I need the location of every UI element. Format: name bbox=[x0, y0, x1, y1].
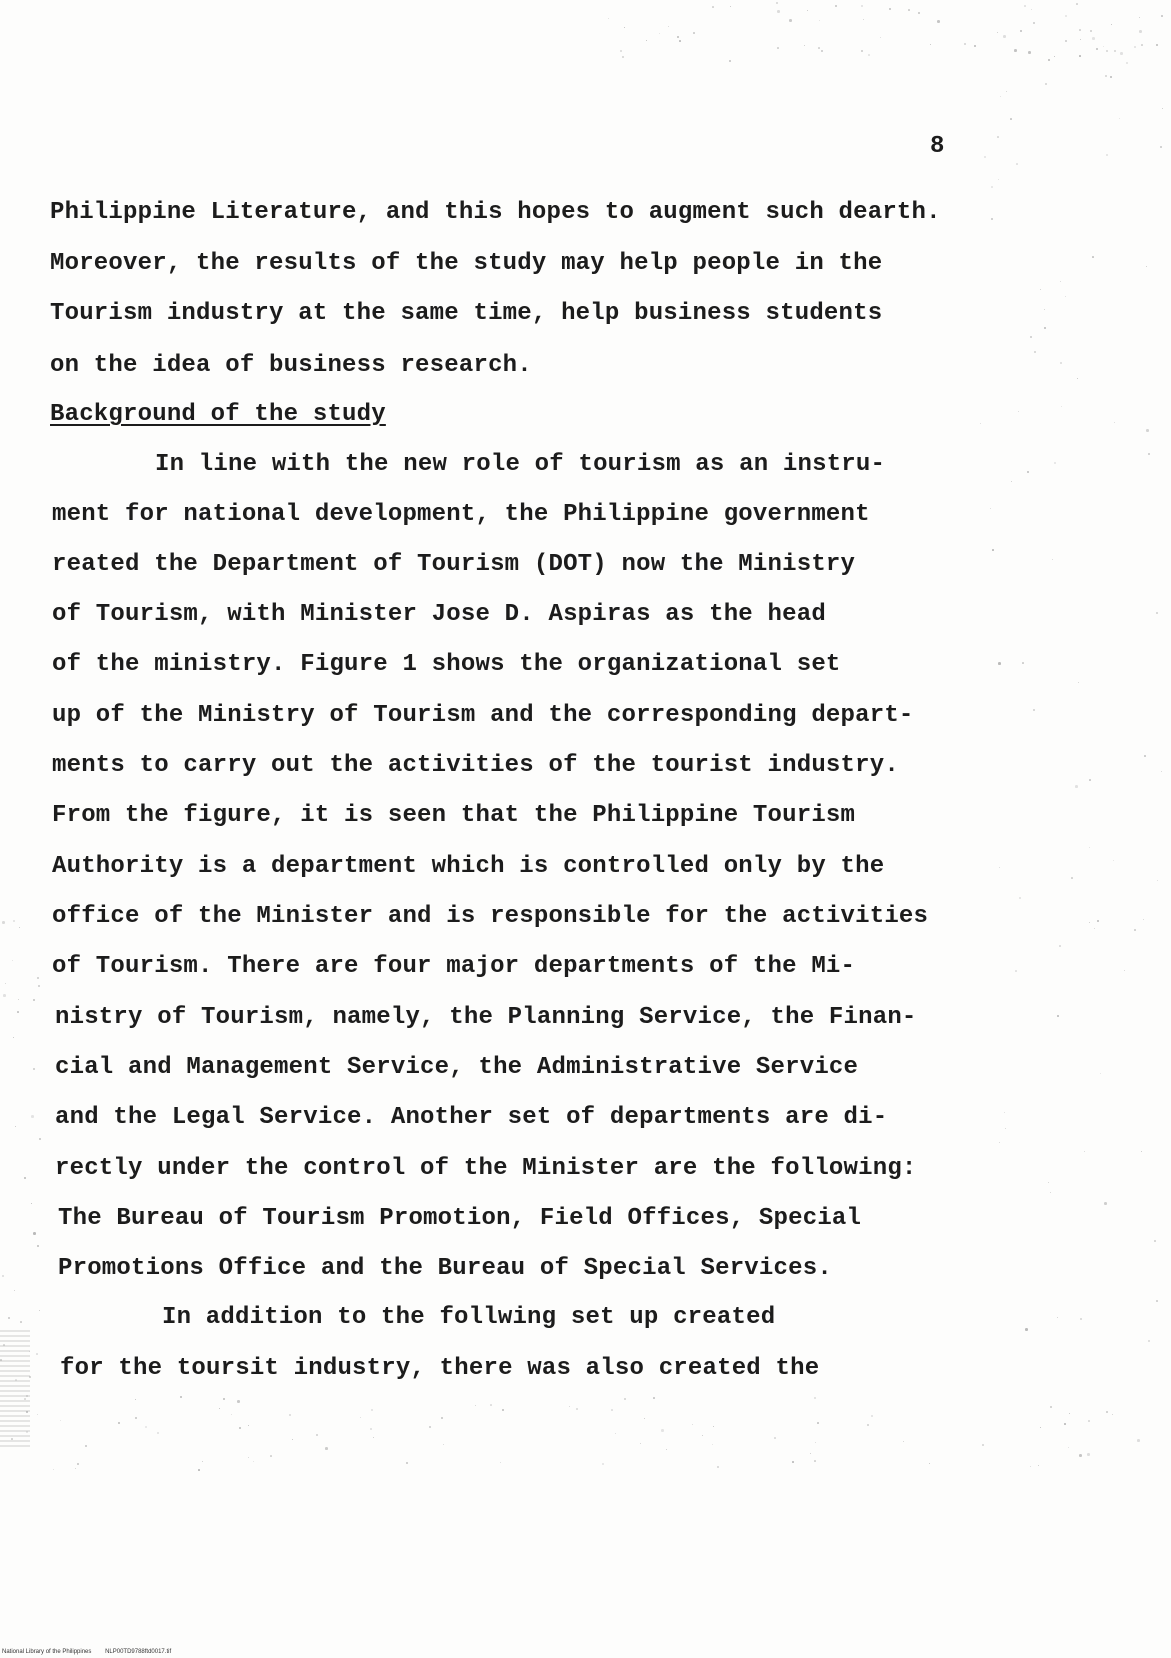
scan-speckle bbox=[31, 1115, 34, 1118]
scan-speckle bbox=[1124, 970, 1125, 971]
scan-speckle bbox=[818, 47, 820, 49]
text-line: The Bureau of Tourism Promotion, Field Offices, Special bbox=[58, 1205, 862, 1232]
scan-speckle bbox=[1146, 266, 1147, 267]
scan-speckle bbox=[37, 977, 39, 979]
scan-speckle bbox=[713, 1426, 714, 1427]
scan-speckle bbox=[1061, 406, 1062, 407]
scan-speckle bbox=[1090, 30, 1092, 32]
text-line: reated the Department of Tourism (DOT) now the Ministry bbox=[52, 551, 856, 578]
scan-speckle bbox=[2, 1275, 4, 1277]
scan-speckle bbox=[908, 9, 910, 11]
scan-speckle bbox=[24, 1398, 26, 1400]
scan-speckle bbox=[248, 1425, 249, 1426]
scan-speckle bbox=[624, 27, 625, 28]
scan-speckle bbox=[863, 19, 864, 20]
scan-speckle bbox=[730, 6, 731, 7]
scan-speckle bbox=[231, 1414, 232, 1415]
scan-speckle bbox=[371, 1409, 373, 1411]
scan-speckle bbox=[644, 1418, 645, 1419]
scan-speckle bbox=[777, 47, 779, 49]
scan-speckle bbox=[804, 45, 805, 46]
scan-speckle bbox=[180, 1396, 182, 1398]
scan-speckle bbox=[1141, 44, 1143, 46]
scan-speckle bbox=[1024, 5, 1026, 7]
scan-speckle bbox=[1050, 1192, 1051, 1193]
scan-speckle bbox=[1097, 920, 1099, 922]
scan-speckle bbox=[861, 50, 863, 52]
scan-speckle bbox=[20, 1321, 22, 1323]
scan-speckle bbox=[1060, 281, 1061, 282]
scan-speckle bbox=[1048, 1182, 1049, 1183]
scan-speckle bbox=[2, 921, 5, 924]
scan-speckle bbox=[3, 994, 6, 997]
scan-speckle bbox=[60, 1420, 61, 1421]
footer-library: National Library of the Philippines bbox=[2, 1649, 92, 1655]
scan-speckle bbox=[659, 33, 660, 34]
scan-speckle bbox=[1120, 52, 1123, 55]
scan-speckle bbox=[33, 1068, 35, 1070]
scan-speckle bbox=[18, 999, 19, 1000]
scan-speckle bbox=[679, 40, 681, 42]
scan-speckle bbox=[1038, 1465, 1039, 1466]
scan-speckle bbox=[998, 179, 999, 180]
page-number: 8 bbox=[930, 133, 945, 160]
text-line: Philippine Literature, and this hopes to augment such dearth. bbox=[50, 199, 941, 226]
scan-speckle bbox=[441, 1417, 443, 1419]
scan-speckle bbox=[1033, 709, 1035, 711]
scan-speckle bbox=[12, 960, 13, 961]
scan-speckle bbox=[789, 19, 792, 22]
scan-speckle bbox=[1111, 24, 1112, 25]
scan-speckle bbox=[1027, 471, 1029, 473]
scan-speckle bbox=[373, 1437, 374, 1438]
scan-speckle bbox=[75, 1468, 76, 1469]
scan-speckle bbox=[1022, 662, 1024, 664]
scan-speckle bbox=[997, 136, 999, 138]
scan-speckle bbox=[611, 1409, 613, 1411]
scan-speckle bbox=[1092, 37, 1095, 40]
scan-speckle bbox=[1126, 62, 1128, 64]
scan-speckle bbox=[1028, 51, 1031, 54]
scan-speckle bbox=[13, 920, 15, 922]
scan-speckle bbox=[1089, 847, 1090, 848]
scan-speckle bbox=[992, 549, 994, 551]
scan-speckle bbox=[14, 1290, 15, 1291]
scan-speckle bbox=[1114, 422, 1115, 423]
scan-speckle bbox=[1106, 50, 1108, 52]
scan-speckle bbox=[815, 1442, 816, 1443]
scan-speckle bbox=[1065, 15, 1067, 17]
scan-speckle bbox=[253, 1461, 254, 1462]
scan-speckle bbox=[984, 156, 986, 158]
scan-speckle bbox=[1079, 1454, 1082, 1457]
text-line: From the figure, it is seen that the Philippine Tourism bbox=[52, 802, 856, 829]
scan-speckle bbox=[1137, 1439, 1140, 1442]
scan-speckle bbox=[202, 1461, 203, 1462]
text-line: rectly under the control of the Minister are the following: bbox=[55, 1155, 917, 1182]
scan-speckle bbox=[712, 1444, 713, 1445]
scan-speckle bbox=[576, 1408, 578, 1410]
scan-speckle bbox=[1148, 1340, 1150, 1342]
scan-speckle bbox=[24, 1177, 26, 1179]
scan-speckle bbox=[810, 1453, 811, 1454]
scan-speckle bbox=[569, 1406, 570, 1407]
scan-speckle bbox=[1139, 17, 1140, 18]
scan-speckle bbox=[1096, 48, 1098, 50]
scan-speckle bbox=[1000, 96, 1001, 97]
scan-speckle bbox=[999, 867, 1000, 868]
scan-speckle bbox=[1104, 1202, 1107, 1205]
scan-speckle bbox=[13, 1037, 14, 1038]
scan-speckle bbox=[1105, 75, 1107, 77]
scan-speckle bbox=[15, 1379, 17, 1381]
scan-speckle bbox=[990, 508, 991, 509]
scan-speckle bbox=[1020, 30, 1022, 32]
scan-speckle bbox=[39, 1310, 40, 1311]
scan-speckle bbox=[999, 1142, 1000, 1143]
text-line: of the ministry. Figure 1 shows the organizational set bbox=[52, 651, 841, 678]
scan-speckle bbox=[1019, 897, 1021, 899]
scan-speckle bbox=[1040, 289, 1041, 290]
scan-speckle bbox=[1045, 83, 1047, 85]
scan-speckle bbox=[982, 1444, 984, 1446]
scan-speckle bbox=[776, 2, 778, 4]
scan-speckle bbox=[1154, 1240, 1156, 1242]
scan-speckle bbox=[1119, 118, 1120, 119]
scan-speckle bbox=[1148, 453, 1150, 455]
scan-speckle bbox=[1030, 1466, 1031, 1467]
scan-speckle bbox=[1157, 880, 1158, 881]
scan-speckle bbox=[1146, 429, 1149, 432]
scan-speckle bbox=[1031, 9, 1032, 10]
scan-speckle bbox=[1010, 118, 1012, 120]
scan-speckle bbox=[1006, 91, 1007, 92]
text-line: cial and Management Service, the Administrative Service bbox=[55, 1054, 859, 1081]
scan-speckle bbox=[19, 927, 20, 928]
text-line: and the Legal Service. Another set of departments are di- bbox=[55, 1104, 888, 1131]
scan-speckle bbox=[8, 1317, 10, 1319]
scan-speckle bbox=[1052, 559, 1053, 560]
scan-speckle bbox=[1134, 46, 1136, 48]
scan-speckle bbox=[661, 1429, 664, 1432]
scan-speckle bbox=[1103, 46, 1104, 47]
scan-speckle bbox=[1015, 970, 1017, 972]
scan-speckle bbox=[77, 1463, 79, 1465]
scan-speckle bbox=[835, 5, 837, 7]
scan-speckle bbox=[1106, 1411, 1108, 1413]
scan-speckle bbox=[135, 1399, 136, 1400]
scan-speckle bbox=[1139, 30, 1142, 33]
scan-speckle bbox=[653, 1397, 655, 1399]
scan-speckle bbox=[1084, 1151, 1085, 1152]
scan-speckle bbox=[1080, 39, 1081, 40]
scan-speckle bbox=[792, 1461, 794, 1463]
scan-speckle bbox=[1141, 1151, 1142, 1152]
scan-speckle bbox=[429, 1426, 431, 1428]
scan-speckle bbox=[1054, 56, 1055, 57]
scan-speckle bbox=[29, 1376, 31, 1378]
text-line: In line with the new role of tourism as an instru- bbox=[155, 451, 886, 478]
scan-speckle bbox=[157, 1432, 159, 1434]
text-line: office of the Minister and is responsible for the activities bbox=[52, 903, 929, 930]
scan-speckle bbox=[1156, 44, 1158, 46]
scan-speckle bbox=[1057, 1317, 1058, 1318]
text-line: of Tourism, with Minister Jose D. Aspiras as the head bbox=[52, 601, 826, 628]
text-line: on the idea of business research. bbox=[50, 352, 532, 379]
scan-speckle bbox=[1064, 1423, 1066, 1425]
scan-speckle bbox=[868, 54, 870, 56]
scan-speckle bbox=[1092, 256, 1094, 258]
scan-speckle bbox=[817, 1422, 819, 1424]
scan-speckle bbox=[964, 43, 966, 45]
scan-speckle bbox=[289, 1414, 291, 1416]
scan-speckle bbox=[1143, 919, 1144, 920]
scan-speckle bbox=[997, 32, 998, 33]
section-heading: Background of the study bbox=[50, 401, 386, 428]
scan-speckle bbox=[325, 1447, 328, 1450]
scan-speckle bbox=[85, 1445, 87, 1447]
scan-speckle bbox=[11, 1438, 13, 1440]
scan-speckle bbox=[1050, 1406, 1052, 1408]
text-line: ment for national development, the Philippine government bbox=[52, 501, 870, 528]
scan-speckle bbox=[1034, 351, 1036, 353]
scan-speckle bbox=[1134, 929, 1136, 931]
scan-speckle bbox=[1106, 154, 1108, 156]
scan-speckle bbox=[1060, 362, 1062, 364]
scan-speckle bbox=[219, 1408, 220, 1409]
scan-speckle bbox=[1071, 877, 1073, 879]
scan-speckle bbox=[292, 1439, 293, 1440]
scan-speckle bbox=[712, 6, 714, 8]
scan-speckle bbox=[53, 1469, 54, 1470]
scan-speckle bbox=[774, 1437, 776, 1439]
scan-speckle bbox=[693, 32, 695, 34]
scan-speckle bbox=[974, 45, 976, 47]
scan-speckle bbox=[1065, 40, 1067, 42]
scan-speckle bbox=[1018, 411, 1019, 412]
scan-speckle bbox=[814, 1460, 816, 1462]
scan-speckle bbox=[1030, 336, 1032, 338]
scan-speckle bbox=[15, 1126, 16, 1127]
scan-speckle bbox=[991, 218, 993, 220]
scan-speckle bbox=[502, 1409, 504, 1411]
scan-speckle bbox=[39, 1138, 41, 1140]
scan-speckle bbox=[370, 1428, 372, 1430]
scan-speckle bbox=[118, 1422, 120, 1424]
scan-speckle bbox=[1100, 1073, 1101, 1074]
scan-speckle bbox=[677, 36, 679, 38]
scan-speckle bbox=[145, 1426, 147, 1428]
scan-speckle bbox=[239, 1427, 241, 1429]
scan-speckle bbox=[1005, 1128, 1006, 1129]
scan-speckle bbox=[807, 10, 808, 11]
scan-speckle bbox=[135, 1417, 137, 1419]
scan-speckle bbox=[937, 20, 940, 23]
text-line: Tourism industry at the same time, help business students bbox=[50, 300, 883, 327]
scan-speckle bbox=[717, 1466, 719, 1468]
scan-speckle bbox=[646, 40, 647, 41]
text-line: of Tourism. There are four major departments of the Mi- bbox=[52, 953, 856, 980]
footer-file-id: NLP00TD9788ftd0017.tif bbox=[105, 1649, 172, 1655]
scan-speckle bbox=[38, 985, 40, 987]
scan-speckle bbox=[1076, 3, 1078, 5]
scan-speckle bbox=[1068, 1447, 1069, 1448]
scan-speckle bbox=[360, 1417, 361, 1418]
scan-speckle bbox=[1011, 481, 1012, 482]
scan-speckle bbox=[1057, 1015, 1059, 1017]
text-line: for the toursit industry, there was also created the bbox=[60, 1355, 820, 1382]
text-line: Promotions Office and the Bureau of Special Services. bbox=[58, 1255, 832, 1282]
scan-speckle bbox=[1112, 1414, 1113, 1415]
scan-speckle bbox=[500, 1462, 501, 1463]
scan-speckle bbox=[615, 1433, 616, 1434]
scan-speckle bbox=[1044, 309, 1045, 310]
scan-speckle bbox=[1110, 76, 1112, 78]
scan-speckle bbox=[1069, 1413, 1070, 1414]
scan-speckle bbox=[1040, 1427, 1041, 1428]
scan-speckle bbox=[871, 1415, 873, 1417]
scan-speckle bbox=[248, 1457, 249, 1458]
scan-speckle bbox=[608, 18, 609, 19]
scan-speckle bbox=[37, 1414, 38, 1415]
scan-speckle bbox=[475, 1405, 476, 1406]
scan-speckle bbox=[1004, 1112, 1005, 1113]
scan-speckle bbox=[1156, 612, 1158, 614]
scan-speckle bbox=[980, 423, 981, 424]
text-line: Moreover, the results of the study may help people in the bbox=[50, 250, 883, 277]
scan-speckle bbox=[1079, 55, 1081, 57]
scan-speckle bbox=[991, 186, 993, 188]
scan-footer bbox=[2, 1648, 183, 1656]
scan-speckle bbox=[1054, 462, 1056, 464]
scan-speckle bbox=[406, 1462, 408, 1464]
scan-speckle bbox=[1114, 50, 1116, 52]
text-line: Authority is a department which is controlled only by the bbox=[52, 853, 885, 880]
scan-speckle bbox=[1080, 1318, 1082, 1320]
scan-speckle bbox=[918, 12, 920, 14]
scan-speckle bbox=[1078, 682, 1079, 683]
scan-speckle bbox=[889, 8, 891, 10]
scan-speckle bbox=[1144, 755, 1146, 757]
scan-speckle bbox=[1113, 860, 1114, 861]
scan-speckle bbox=[198, 1469, 200, 1471]
scan-speckle bbox=[998, 662, 1001, 665]
scan-speckle bbox=[1160, 146, 1162, 148]
scan-speckle bbox=[33, 1232, 36, 1235]
scan-speckle bbox=[237, 1400, 240, 1403]
scan-speckle bbox=[1048, 59, 1050, 61]
scan-speckle bbox=[624, 1398, 626, 1400]
scan-speckle bbox=[36, 1353, 38, 1355]
scan-speckle bbox=[1162, 108, 1163, 109]
scan-speckle bbox=[1025, 1328, 1028, 1331]
scan-speckle bbox=[640, 1443, 641, 1444]
scan-speckle bbox=[33, 999, 35, 1001]
scan-speckle bbox=[729, 60, 731, 62]
scan-speckle bbox=[443, 1444, 444, 1445]
scan-speckle bbox=[1014, 49, 1017, 52]
scan-speckle bbox=[1089, 922, 1090, 923]
scan-speckle bbox=[1088, 1420, 1090, 1422]
scan-speckle bbox=[1089, 779, 1091, 781]
scan-speckle bbox=[620, 50, 622, 52]
scan-speckle bbox=[1033, 22, 1035, 24]
scan-speckle bbox=[930, 44, 931, 45]
text-line: nistry of Tourism, namely, the Planning Service, the Finan- bbox=[55, 1004, 917, 1031]
scan-speckle bbox=[490, 1404, 492, 1406]
scan-speckle bbox=[702, 1435, 703, 1436]
scan-speckle bbox=[821, 50, 823, 52]
scan-speckle bbox=[1156, 1300, 1158, 1302]
scan-speckle bbox=[1087, 1453, 1090, 1456]
scan-speckle bbox=[1077, 378, 1078, 379]
scan-speckle bbox=[692, 1424, 693, 1425]
scan-speckle bbox=[31, 1203, 32, 1204]
scan-speckle bbox=[1161, 15, 1163, 17]
text-line: up of the Ministry of Tourism and the corresponding depart- bbox=[52, 702, 914, 729]
scan-speckle bbox=[880, 37, 881, 38]
scan-speckle bbox=[861, 5, 863, 7]
scan-speckle bbox=[1079, 29, 1081, 31]
scan-speckle bbox=[1094, 928, 1095, 929]
scan-speckle bbox=[929, 1463, 930, 1464]
scan-speckle bbox=[666, 1449, 667, 1450]
scan-speckle bbox=[1044, 327, 1046, 329]
scan-speckle bbox=[903, 1441, 904, 1442]
scan-speckle bbox=[270, 1455, 272, 1457]
scan-speckle bbox=[26, 1395, 28, 1397]
scan-speckle bbox=[814, 1397, 816, 1399]
text-line: ments to carry out the activities of the tourist industry. bbox=[52, 752, 899, 779]
scan-speckle bbox=[1075, 785, 1078, 788]
scan-speckle bbox=[223, 1398, 225, 1400]
scan-speckle bbox=[602, 1463, 604, 1465]
scan-speckle bbox=[5, 983, 6, 984]
scan-speckle bbox=[668, 26, 669, 27]
scan-speckle bbox=[819, 20, 820, 21]
scan-speckle bbox=[37, 1245, 39, 1247]
scan-speckle bbox=[1016, 163, 1018, 165]
scan-speckle bbox=[622, 56, 624, 58]
scan-speckle bbox=[1059, 945, 1061, 947]
scan-speckle bbox=[1003, 35, 1006, 38]
scan-speckle bbox=[17, 1011, 19, 1013]
scan-speckle bbox=[1065, 296, 1066, 297]
scan-speckle bbox=[1161, 771, 1162, 772]
text-line: In addition to the follwing set up created bbox=[162, 1304, 776, 1331]
scan-speckle bbox=[867, 1424, 869, 1426]
scan-speckle bbox=[777, 10, 780, 13]
scan-speckle bbox=[316, 1434, 318, 1436]
